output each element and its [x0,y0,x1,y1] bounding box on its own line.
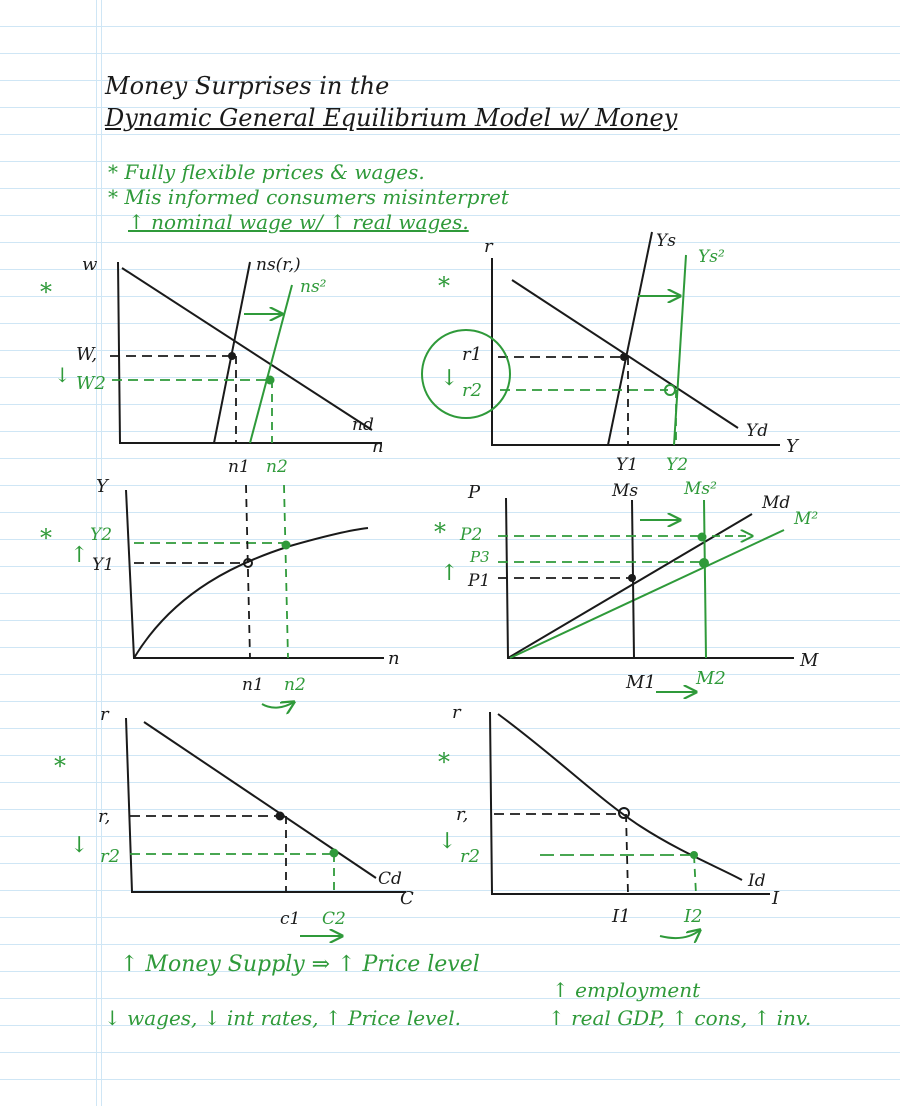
labor-supply-2-label: ns² [300,277,327,297]
change-arrow: ↓ [70,833,89,858]
equilibrium-point-1 [228,352,236,360]
y-axis-label: Y [96,476,108,497]
x-axis-label: C [400,888,414,909]
shift-arrow [262,702,294,708]
n2-label: n2 [284,675,306,695]
w2-label: W2 [76,373,106,394]
y1-label: Y1 [616,455,639,475]
star-mark: * [54,752,66,780]
i2-label: I2 [684,906,703,927]
equilibrium-point-2 [266,376,275,385]
axes [492,258,780,445]
investment-panel [438,702,780,938]
money-supply-2-label: Ms² [684,479,717,499]
c2-label: C2 [322,909,346,929]
consumption-panel [54,704,414,936]
guide-line [246,485,250,658]
y2-label: Y2 [90,525,113,545]
n2-label: n2 [266,457,288,477]
goods-market-panel [422,231,800,475]
labor-demand-curve [122,268,372,430]
money-supply-curve-2 [704,500,706,658]
equilibrium-point-3 [699,558,709,568]
goods-supply-curve-2 [674,255,686,445]
note-bullet-2: * Mis informed consumers misinterpret [108,185,509,209]
r1-label: r, [98,806,111,827]
equilibrium-point-2 [698,533,707,542]
summary-line-4: ↑ real GDP, ↑ cons, ↑ inv. [548,1006,812,1030]
output-point-2 [282,541,291,550]
labor-market-panel [40,254,384,477]
star-mark: * [40,524,52,552]
goods-supply-2-label: Ys² [698,247,725,267]
production-function-panel [40,476,400,708]
y-axis-label: r [100,704,109,725]
r1-label: r1 [462,344,483,365]
equilibrium-point-1 [620,353,628,361]
consumption-demand-label: Cd [378,869,402,889]
c1-label: c1 [280,909,301,929]
equilibrium-point-1 [276,812,285,821]
money-demand-1-label: Md [762,493,791,513]
summary-line-3: ↑ employment [552,978,701,1002]
x-axis-label: n [388,648,400,669]
equilibrium-point-2 [690,851,698,859]
guide-line [694,855,696,894]
r2-label: r2 [460,846,481,867]
production-function-curve [134,528,368,658]
guide-line [626,814,628,894]
change-arrow: ↓ [438,829,457,854]
title-line-1: Money Surprises in the [105,72,390,100]
m2-label: M2 [696,668,726,689]
change-arrow: ↓ [54,363,71,387]
r1-label: r, [456,804,469,825]
y-axis-label: w [82,254,98,275]
axes [126,490,384,658]
investment-demand-label: Id [748,871,766,891]
money-market-panel [434,479,819,693]
m1-label: M1 [626,672,656,693]
star-mark: * [40,278,52,306]
p2-label: P2 [460,525,483,545]
summary-line-1: ↑ Money Supply ⇒ ↑ Price level [120,952,480,977]
goods-supply-1-label: Ys [656,231,676,251]
x-axis-label: I [772,888,780,909]
axes [118,262,382,443]
n1-label: n1 [228,457,250,477]
summary-line-2: ↓ wages, ↓ int rates, ↑ Price level. [104,1006,461,1030]
change-arrow: ↑ [70,543,89,568]
equilibrium-point-1 [628,574,636,582]
labor-supply-1-label: ns(r,) [256,255,301,275]
star-mark: * [438,748,450,776]
n1-label: n1 [242,675,264,695]
goods-demand-label: Yd [746,421,769,441]
r2-label: r2 [462,380,483,401]
y1-label: Y1 [92,555,115,575]
x-axis-label: M [800,650,819,671]
x-axis-label: Y [786,436,798,457]
note-bullet-3: ↑ nominal wage w/ ↑ real wages. [128,210,469,234]
labor-demand-label: nd [352,415,374,435]
star-mark: * [434,518,446,546]
r2-label: r2 [100,846,121,867]
y2-label: Y2 [666,455,689,475]
change-arrow: ↓ [440,366,459,391]
money-demand-2-label: M² [794,509,819,529]
note-bullet-1: * Fully flexible prices & wages. [108,160,425,184]
equilibrium-point-2 [330,849,339,858]
shift-arrow [660,930,700,938]
goods-supply-curve-1 [608,232,652,445]
y-axis-label: r [484,236,493,257]
labor-supply-curve-2 [250,285,292,443]
y-axis-label: r [452,702,461,723]
p1-label: P1 [468,571,491,591]
i1-label: I1 [612,906,631,927]
p3-label: P3 [470,548,490,566]
change-arrow: ↑ [440,561,459,586]
star-mark: * [438,272,450,300]
w1-label: W, [76,344,98,365]
y-axis-label: P [468,482,481,503]
x-axis-label: n [372,436,384,457]
guide-line [284,485,288,658]
money-supply-1-label: Ms [612,481,639,501]
title-line-2: Dynamic General Equilibrium Model w/ Money [105,104,678,132]
money-demand-curve-2 [510,530,784,658]
